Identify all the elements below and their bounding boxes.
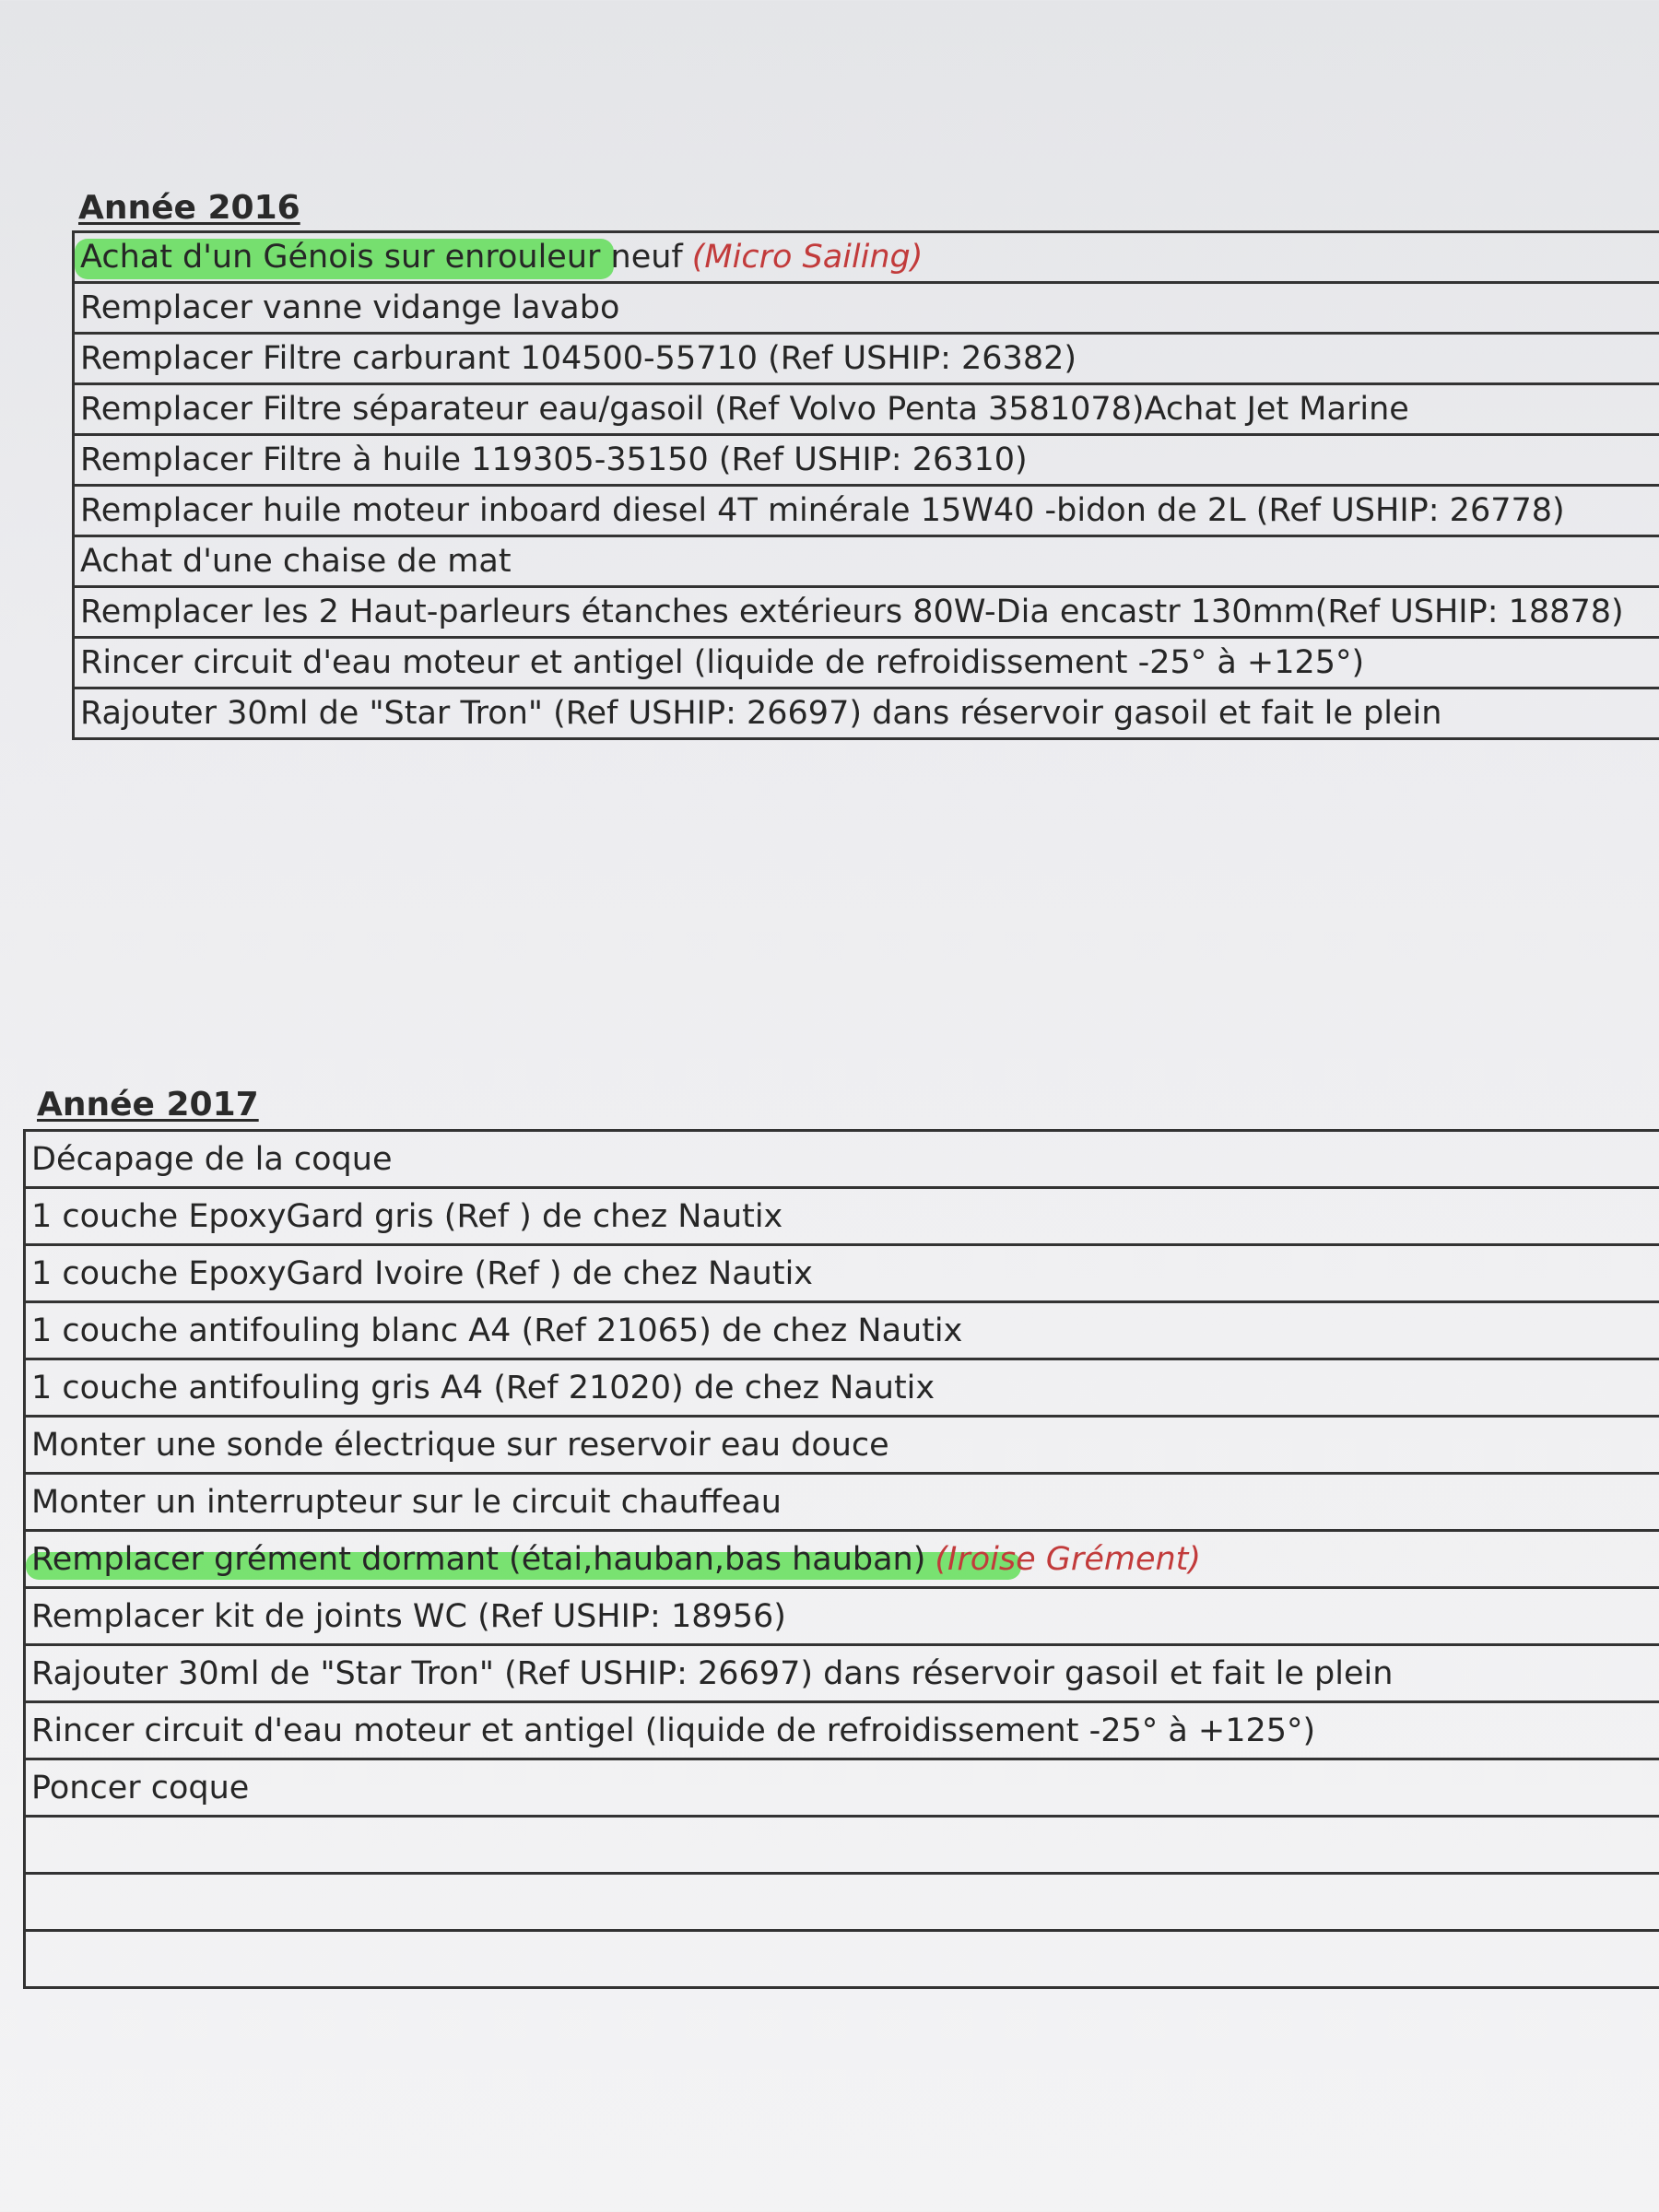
row-text: Décapage de la coque xyxy=(31,1140,393,1178)
row-text: Monter une sonde électrique sur reservoir eau douce xyxy=(31,1426,889,1464)
row-text: Remplacer Filtre carburant 104500-55710 (Ref USHIP: 26382) xyxy=(80,340,1077,377)
table-row xyxy=(75,487,1659,537)
table-row xyxy=(26,1189,1659,1246)
row-text: Remplacer kit de joints WC (Ref USHIP: 18956) xyxy=(31,1597,786,1635)
table-row xyxy=(26,1646,1659,1703)
row-text: Rincer circuit d'eau moteur et antigel (liquide de refroidissement -25° à +125°) xyxy=(31,1712,1316,1749)
table-row xyxy=(26,1589,1659,1646)
row-text: Rincer circuit d'eau moteur et antigel (liquide de refroidissement -25° à +125°) xyxy=(80,644,1365,681)
row-text: Achat d'une chaise de mat xyxy=(80,543,512,580)
table-row xyxy=(75,436,1659,487)
table-row xyxy=(75,385,1659,436)
table-row xyxy=(26,1760,1659,1818)
section-heading-2017: Année 2017 xyxy=(37,1086,259,1124)
table-row xyxy=(26,1360,1659,1418)
table-row-empty xyxy=(26,1932,1659,1989)
row-text: Monter un interrupteur sur le circuit chauffeau xyxy=(31,1483,782,1521)
table-row xyxy=(75,537,1659,588)
row-text: 1 couche antifouling blanc A4 (Ref 21065) de chez Nautix xyxy=(31,1312,963,1349)
section-heading-2016: Année 2016 xyxy=(78,189,300,227)
table-row xyxy=(26,1132,1659,1189)
row-text: Rajouter 30ml de "Star Tron" (Ref USHIP: 26697) dans réservoir gasoil et fait le plein xyxy=(80,695,1442,732)
table-row-empty xyxy=(26,1875,1659,1932)
row-text: Poncer coque xyxy=(31,1769,250,1806)
row-text: Achat d'un Génois sur enrouleur neuf xyxy=(80,239,683,276)
table-row-empty xyxy=(26,1818,1659,1875)
table-row xyxy=(75,284,1659,335)
supplier-note: (Iroise Grément) xyxy=(935,1540,1202,1578)
row-text: Remplacer Filtre à huile 119305-35150 (Ref USHIP: 26310) xyxy=(80,441,1028,478)
table-row xyxy=(75,588,1659,639)
table-row xyxy=(75,335,1659,385)
row-text: Rajouter 30ml de "Star Tron" (Ref USHIP: 26697) dans réservoir gasoil et fait le plein xyxy=(31,1654,1394,1692)
table-row xyxy=(26,1475,1659,1532)
table-row xyxy=(75,689,1659,740)
row-text: Remplacer les 2 Haut-parleurs étanches extérieurs 80W-Dia encastr 130mm(Ref USHIP: 18878) xyxy=(80,594,1624,630)
maintenance-table-2016 xyxy=(72,230,1659,740)
row-text: Remplacer Filtre séparateur eau/gasoil (Ref Volvo Penta 3581078)Achat Jet Marine xyxy=(80,391,1409,428)
table-row xyxy=(26,1703,1659,1760)
row-text: Remplacer vanne vidange lavabo xyxy=(80,289,620,326)
supplier-note: (Micro Sailing) xyxy=(691,239,924,276)
row-text: 1 couche EpoxyGard gris (Ref ) de chez Nautix xyxy=(31,1197,783,1235)
row-text: Remplacer grément dormant (étai,hauban,bas hauban) xyxy=(31,1540,926,1578)
row-text: 1 couche EpoxyGard Ivoire (Ref ) de chez Nautix xyxy=(31,1254,814,1292)
row-text: Remplacer huile moteur inboard diesel 4T minérale 15W40 -bidon de 2L (Ref USHIP: 26778) xyxy=(80,492,1565,529)
maintenance-table-2017 xyxy=(23,1129,1659,1989)
table-row xyxy=(75,639,1659,689)
table-row xyxy=(26,1418,1659,1475)
table-row xyxy=(75,233,1659,284)
row-text: 1 couche antifouling gris A4 (Ref 21020) de chez Nautix xyxy=(31,1369,935,1406)
table-row xyxy=(26,1532,1659,1589)
table-row xyxy=(26,1303,1659,1360)
table-row xyxy=(26,1246,1659,1303)
